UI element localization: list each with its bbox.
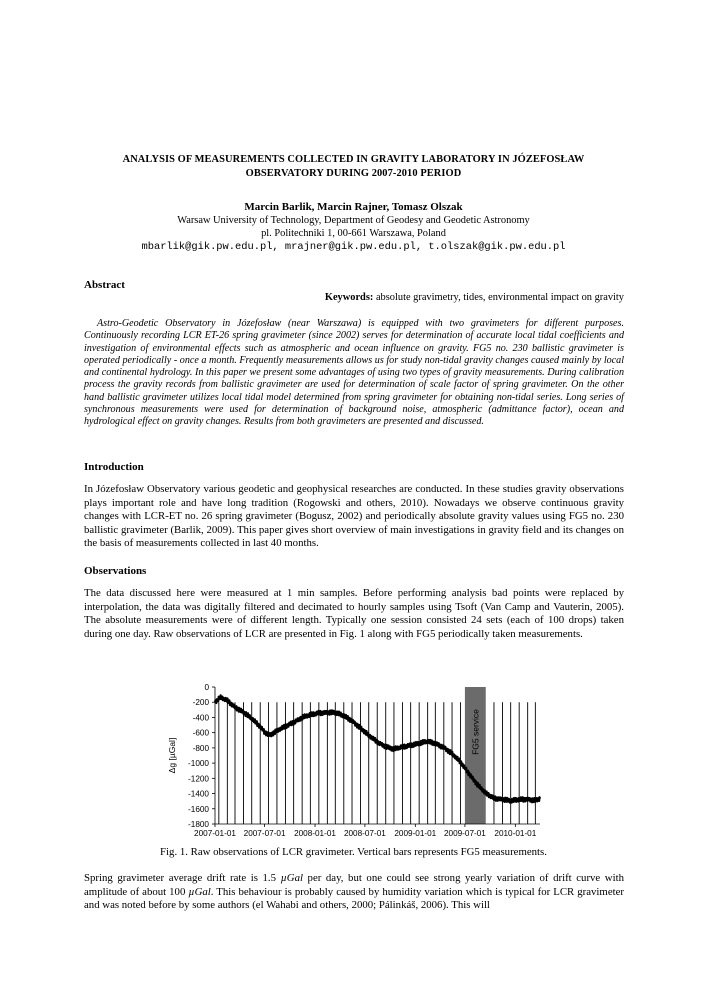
- introduction-body: In Józefosław Observatory various geodetic and geophysical researches are conducted. In these studies gravity observations plays important role and have long tradition (Rogowski and others, 2010). Nowadays we observe continuous gravity changes with LCR-ET no. 26 spring gravimeter (Bogusz, 2002) and periodically absolute gravity values using FG5 no. 230 ballistic gravimeter (Barlik, 2009). This paper gives short overview of main investigations in gravity field and its changes on the basis of measurements collected in last 40 months.: [84, 483, 624, 550]
- observations-heading: Observations: [84, 565, 147, 577]
- observations-body: The data discussed here were measured at 1 min samples. Before performing analysis bad points were replaced by interpolation, the data was digitally filtered and decimated to hourly samples using Tsoft (Van Camp and Vauterin, 2005). The absolute measurements were of different length. Typically one session consisted 24 sets (each of 100 drops) taken during one day. Raw observations of LCR are presented in Fig. 1 along with FG5 periodically taken measurements.: [84, 587, 624, 640]
- fg5-service-label: FG5 service: [470, 709, 481, 755]
- keywords-label: Keywords:: [324, 292, 374, 303]
- paper-authors: Marcin Barlik, Marcin Rajner, Tomasz Olszak: [244, 201, 463, 213]
- x-tick-label: 2009-01-01: [394, 829, 437, 838]
- x-tick-label: 2007-01-01: [194, 829, 236, 838]
- abstract-heading: Abstract: [84, 279, 125, 291]
- affiliation: Warsaw University of Technology, Department of Geodesy and Geodetic Astronomy: [177, 215, 530, 226]
- figure-1-caption: Fig. 1. Raw observations of LCR gravimeter. Vertical bars represents FG5 measurements.: [160, 846, 547, 858]
- y-tick-label: -1200: [188, 774, 209, 784]
- author-emails: mbarlik@gik.pw.edu.pl, mrajner@gik.pw.edu.pl, t.olszak@gik.pw.edu.pl: [141, 241, 566, 253]
- x-tick-label: 2009-07-01: [443, 829, 486, 838]
- keywords-line: [325, 292, 624, 303]
- y-tick-label: -200: [192, 698, 209, 708]
- x-tick-label: 2008-07-01: [343, 829, 386, 838]
- y-tick-label: -1400: [188, 789, 209, 799]
- x-tick-label: 2007-07-01: [243, 829, 286, 838]
- figure-1-chart: [150, 676, 560, 846]
- paper-title-line-1: ANALYSIS OF MEASUREMENTS COLLECTED IN GRAVITY LABORATORY IN JÓZEFOSŁAW: [122, 154, 585, 165]
- x-tick-label: 2010-01-01: [494, 829, 537, 838]
- closing-paragraph: [84, 872, 624, 913]
- y-tick-label: -800: [192, 743, 209, 753]
- y-tick-label: -1600: [188, 804, 209, 814]
- address: pl. Politechniki 1, 00-661 Warszawa, Poland: [261, 228, 446, 239]
- x-tick-label: 2008-01-01: [294, 829, 336, 838]
- closing-unit-2: µGal: [188, 885, 211, 898]
- introduction-heading: Introduction: [84, 461, 144, 473]
- y-tick-label: -1800: [188, 820, 209, 829]
- y-tick-label: 0: [204, 683, 209, 692]
- closing-text-pre: Spring gravimeter average drift rate is 1.5: [84, 872, 281, 884]
- closing-text-post: . This behaviour is probably caused by humidity variation which is typical for LCR gravimeter and was noted before by some authors (el Wahabi and others, 2000; Pálinkáš, 2006). This will: [84, 885, 624, 912]
- closing-unit-1: µGal: [280, 872, 303, 884]
- keywords-text: absolute gravimetry, tides, environmental impact on gravity: [373, 292, 624, 303]
- paper-title-line-2: OBSERVATORY DURING 2007-2010 PERIOD: [245, 168, 462, 179]
- y-tick-label: -400: [192, 713, 209, 723]
- y-tick-label: -600: [192, 728, 209, 738]
- closing-text-mid: per day, but one could see strong yearly variation of drift curve with amplitude of about 100: [84, 872, 624, 898]
- abstract-body: Astro-Geodetic Observatory in Józefosław (near Warszawa) is equipped with two gravimeters for different purposes. Continuously recording LCR ET-26 spring gravimeter (since 2002) serves for determination of accurate local tidal coefficients and investigation of environmental effects such as atmospheric and ocean influence on gravity. FG5 no. 230 ballistic gravimeter is operated periodically - once a month. Frequently measurements allows us for study non-tidal gravity changes caused mainly by local and continental hydrology. In this paper we present some advantages of using two types of gravity measurements. During calibration process the gravity records from ballistic gravimeter are used for determination of scale factor of spring gravimeter. On the other hand ballistic gravimeter utilizes local tidal model determined from spring gravimeter for obtaining non-tidal series. Long series of synchronous measurements were used for determination of background noise, atmospheric (admittance factor), ocean and hydrological effect on gravity changes. Results from both gravimeters are presented and discussed.: [84, 318, 624, 428]
- y-axis-label: Δg [µGal]: [167, 737, 177, 774]
- y-tick-label: -1000: [188, 759, 209, 769]
